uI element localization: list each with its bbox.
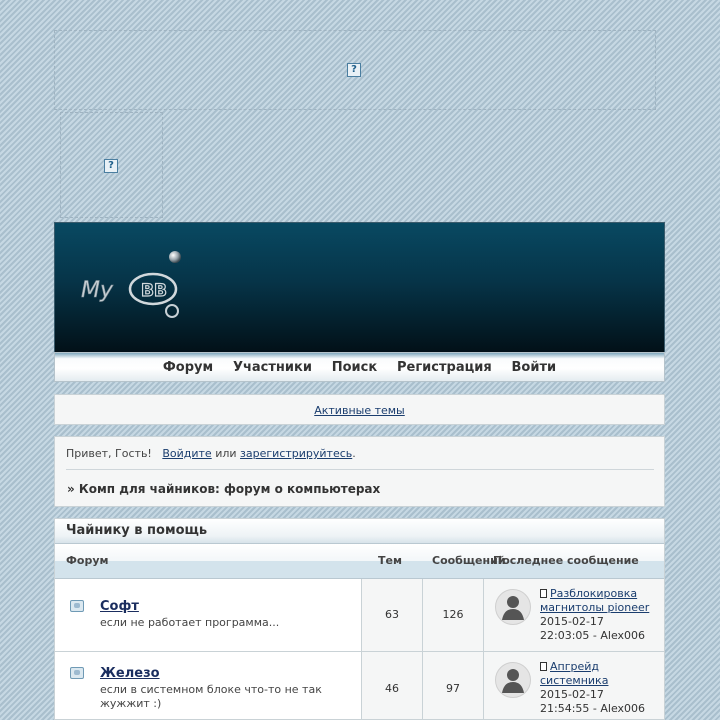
last-post-time-author: 22:03:05 - Alex006 — [540, 629, 646, 642]
period-text: . — [352, 447, 356, 460]
col-last-post: Последнее сообщение — [493, 554, 639, 567]
avatar[interactable] — [495, 662, 531, 698]
category-title[interactable]: Чайнику в помощь — [55, 519, 664, 544]
register-link[interactable]: зарегистрируйтесь — [240, 447, 353, 460]
topics-count: 63 — [385, 608, 399, 621]
col-topics: Тем — [378, 554, 402, 567]
forum-category-table — [54, 518, 665, 720]
last-post-link[interactable]: Апгрейд системника — [540, 660, 609, 687]
forum-row — [55, 652, 664, 720]
last-post-info — [540, 660, 655, 716]
last-post-cell — [483, 652, 664, 720]
svg-text:BB: BB — [141, 281, 167, 301]
last-post-link[interactable]: Разблокировка магнитолы pioneer — [540, 587, 650, 614]
welcome-panel — [54, 436, 665, 507]
or-text: или — [215, 447, 237, 460]
last-post-date: 2015-02-17 — [540, 688, 604, 701]
default-user-icon — [496, 663, 530, 697]
col-forum: Форум — [66, 554, 109, 567]
posts-cell — [422, 652, 483, 720]
posts-count: 126 — [442, 608, 464, 621]
posts-cell — [422, 579, 483, 651]
forum-read-icon — [70, 600, 84, 612]
topics-count: 46 — [385, 682, 399, 695]
forum-cell — [55, 579, 361, 651]
forum-cell — [55, 652, 361, 720]
active-topics-panel — [54, 394, 665, 425]
mybb-logo[interactable] — [75, 243, 215, 333]
post-icon — [540, 589, 547, 598]
broken-image-icon: ? — [347, 63, 361, 77]
forum-header — [54, 222, 665, 354]
greeting-text: Привет, Гость! — [66, 447, 152, 460]
forum-description: если в системном блоке что-то не так жужжит :) — [100, 683, 322, 710]
svg-text:My: My — [81, 278, 114, 303]
nav-login[interactable]: Войти — [511, 360, 557, 375]
forum-read-icon — [70, 667, 84, 679]
breadcrumb[interactable]: » Комп для чайников: форум о компьютерах — [67, 482, 381, 496]
last-post-info — [540, 587, 655, 643]
main-navbar — [54, 352, 665, 382]
last-post-cell — [483, 579, 664, 651]
nav-forum[interactable]: Форум — [162, 360, 214, 375]
last-post-time-author: 21:54:55 - Alex006 — [540, 702, 646, 715]
forum-name-link[interactable]: Софт — [100, 599, 139, 614]
nav-members[interactable]: Участники — [232, 360, 312, 375]
default-user-icon — [496, 590, 530, 624]
post-icon — [540, 662, 547, 671]
column-headers — [55, 544, 664, 579]
broken-image-icon: ? — [104, 159, 118, 173]
ad-banner-side — [60, 112, 163, 218]
forum-row — [55, 579, 664, 652]
active-topics-link[interactable]: Активные темы — [314, 404, 405, 417]
topics-cell — [361, 652, 422, 720]
forum-description: если не работает программа... — [100, 616, 280, 629]
topics-cell — [361, 579, 422, 651]
nav-search[interactable]: Поиск — [331, 360, 378, 375]
login-link[interactable]: Войдите — [162, 447, 212, 460]
nav-register[interactable]: Регистрация — [397, 360, 492, 375]
last-post-date: 2015-02-17 — [540, 615, 604, 628]
posts-count: 97 — [446, 682, 460, 695]
ad-banner-top — [54, 30, 656, 110]
avatar[interactable] — [495, 589, 531, 625]
welcome-line — [66, 447, 356, 460]
col-posts: Сообщений — [432, 554, 506, 567]
forum-name-link[interactable]: Железо — [100, 666, 160, 681]
divider — [66, 469, 654, 470]
